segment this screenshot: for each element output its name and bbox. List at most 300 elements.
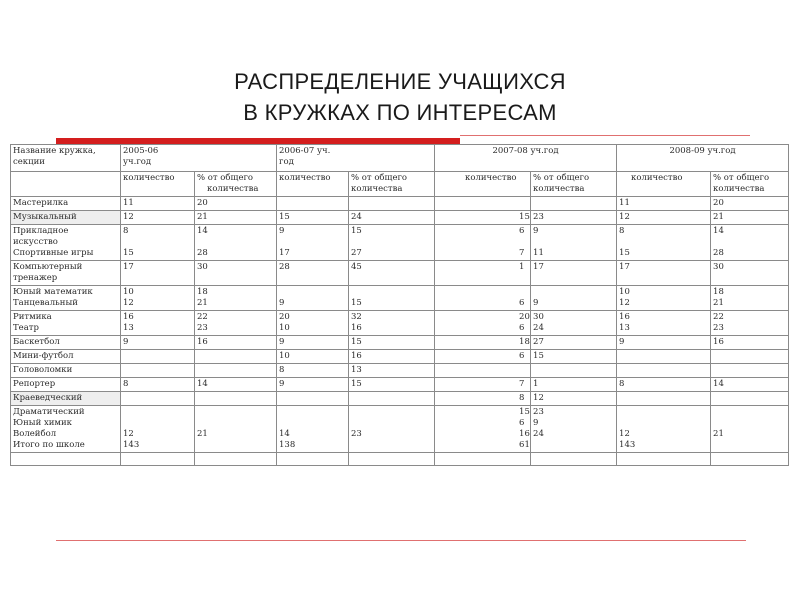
row-value-text bbox=[197, 418, 274, 429]
row-value-text bbox=[351, 418, 432, 429]
row-value-text: 22 bbox=[713, 312, 724, 322]
subheader-pct-line: количества bbox=[713, 184, 765, 194]
row-value-text: 22 bbox=[197, 312, 208, 322]
row-name-cell bbox=[11, 364, 121, 378]
row-value-text bbox=[713, 440, 786, 451]
row-value-text: 15 bbox=[351, 226, 362, 236]
row-value-text bbox=[123, 237, 192, 248]
row-name-text: Театр bbox=[13, 323, 39, 333]
row-name-text: Юный химик bbox=[13, 418, 72, 428]
row-value-cell bbox=[195, 392, 277, 406]
row-value-cell bbox=[617, 378, 711, 392]
row-value-text: 6 bbox=[519, 323, 525, 333]
page-title bbox=[0, 66, 800, 128]
row-value-text: 12 bbox=[123, 212, 134, 222]
row-value-text: 24 bbox=[533, 323, 544, 333]
row-empty-cell bbox=[349, 453, 435, 466]
row-value-text: 23 bbox=[713, 323, 724, 333]
row-name-text: Юный математик bbox=[13, 287, 93, 297]
row-value-text: 6 bbox=[519, 351, 525, 361]
row-value-cell bbox=[349, 406, 435, 453]
row-value-text bbox=[351, 393, 432, 404]
header-year-2005 bbox=[121, 145, 277, 172]
row-value-cell bbox=[617, 211, 711, 225]
row-name-text: Драматический bbox=[13, 407, 85, 417]
row-value-cell bbox=[531, 406, 617, 453]
row-value-text: 12 bbox=[619, 429, 630, 439]
row-name-cell bbox=[11, 350, 121, 364]
row-value-text: 12 bbox=[619, 298, 630, 308]
row-value-cell bbox=[711, 336, 789, 350]
row-name-text: Мини-футбол bbox=[13, 351, 74, 361]
row-name-cell bbox=[11, 211, 121, 225]
row-value-text: 30 bbox=[197, 262, 208, 272]
row-value-text: 8 bbox=[123, 379, 129, 389]
row-value-text: 9 bbox=[279, 379, 285, 389]
row-empty-cell bbox=[277, 453, 349, 466]
row-value-text: 9 bbox=[619, 337, 625, 347]
row-name-text: Танцевальный bbox=[13, 298, 78, 308]
row-value-text: 21 bbox=[713, 298, 724, 308]
row-value-text: 21 bbox=[197, 212, 208, 222]
row-value-text: 11 bbox=[533, 248, 544, 258]
row-value-cell bbox=[277, 261, 349, 286]
row-value-text: 6 bbox=[519, 298, 525, 308]
header-year-line: 2006-07 уч. bbox=[279, 146, 331, 156]
row-value-text bbox=[713, 418, 786, 429]
row-value-text: 8 bbox=[519, 393, 525, 403]
row-value-cell bbox=[121, 378, 195, 392]
row-name-text: Головоломки bbox=[13, 365, 73, 375]
row-value-text bbox=[713, 237, 786, 248]
table-row bbox=[11, 197, 789, 211]
row-value-text: 24 bbox=[533, 429, 544, 439]
row-value-text bbox=[123, 393, 192, 404]
row-value-text: 15 bbox=[351, 379, 362, 389]
row-value-text bbox=[519, 365, 528, 376]
row-value-text: 8 bbox=[279, 365, 285, 375]
table-subheader-row bbox=[11, 172, 789, 197]
row-value-cell bbox=[195, 211, 277, 225]
row-value-cell bbox=[435, 406, 531, 453]
row-value-text: 17 bbox=[279, 248, 290, 258]
row-value-text: 21 bbox=[197, 298, 208, 308]
row-value-text bbox=[123, 418, 192, 429]
row-value-text: 12 bbox=[533, 393, 544, 403]
row-name-cell bbox=[11, 261, 121, 286]
row-value-cell bbox=[195, 286, 277, 311]
row-value-cell bbox=[435, 211, 531, 225]
row-value-cell bbox=[195, 225, 277, 261]
row-value-text: 23 bbox=[533, 212, 544, 222]
row-value-cell bbox=[195, 197, 277, 211]
row-value-cell bbox=[349, 286, 435, 311]
row-value-cell bbox=[277, 286, 349, 311]
row-value-text bbox=[619, 407, 708, 418]
row-value-text: 13 bbox=[619, 323, 630, 333]
row-value-cell bbox=[349, 378, 435, 392]
row-name-text: Ритмика bbox=[13, 312, 52, 322]
row-value-text: 14 bbox=[197, 379, 208, 389]
row-value-text: 10 bbox=[123, 287, 134, 297]
header-year-line: уч.год bbox=[123, 157, 152, 167]
row-value-cell bbox=[617, 336, 711, 350]
row-name-cell bbox=[11, 392, 121, 406]
row-value-cell bbox=[349, 364, 435, 378]
row-name-text: Спортивные игры bbox=[13, 248, 94, 258]
row-value-cell bbox=[617, 311, 711, 336]
row-value-text: 21 bbox=[197, 429, 208, 439]
table-row bbox=[11, 261, 789, 286]
row-value-cell bbox=[195, 350, 277, 364]
table-row bbox=[11, 392, 789, 406]
table-row bbox=[11, 336, 789, 350]
row-value-cell bbox=[349, 392, 435, 406]
row-value-cell bbox=[531, 225, 617, 261]
row-value-cell bbox=[617, 225, 711, 261]
row-value-cell bbox=[711, 311, 789, 336]
row-value-text: 16 bbox=[351, 351, 362, 361]
row-value-text: 6 bbox=[519, 418, 525, 428]
row-value-text: 20 bbox=[713, 198, 724, 208]
row-value-text: 138 bbox=[279, 440, 296, 450]
row-value-text bbox=[279, 287, 346, 298]
row-value-text: 21 bbox=[713, 429, 724, 439]
row-value-text: 10 bbox=[279, 351, 290, 361]
row-value-text: 7 bbox=[519, 379, 525, 389]
row-value-text: 12 bbox=[123, 429, 134, 439]
row-value-text: 18 bbox=[197, 287, 208, 297]
subheader-pct-line: % от общего bbox=[533, 173, 590, 183]
row-empty-cell bbox=[121, 453, 195, 466]
row-value-cell bbox=[195, 378, 277, 392]
title-accent-line bbox=[460, 135, 750, 136]
row-value-cell bbox=[617, 286, 711, 311]
row-name-cell bbox=[11, 286, 121, 311]
subheader-qty-cell: количество bbox=[121, 172, 195, 197]
row-value-cell bbox=[277, 392, 349, 406]
row-value-text: 9 bbox=[533, 418, 539, 428]
row-value-cell bbox=[711, 392, 789, 406]
row-empty-cell bbox=[11, 453, 121, 466]
row-value-text bbox=[351, 237, 432, 248]
row-name-cell bbox=[11, 197, 121, 211]
row-value-text: 27 bbox=[533, 337, 544, 347]
table-row bbox=[11, 311, 789, 336]
row-value-text bbox=[351, 287, 432, 298]
row-value-text bbox=[533, 440, 614, 451]
row-value-cell bbox=[277, 225, 349, 261]
row-value-text bbox=[279, 418, 346, 429]
row-value-text bbox=[197, 351, 274, 362]
row-value-text: 15 bbox=[533, 351, 544, 361]
row-value-text bbox=[197, 393, 274, 404]
row-value-text bbox=[619, 418, 708, 429]
row-value-text: 23 bbox=[351, 429, 362, 439]
row-value-text: 11 bbox=[123, 198, 134, 208]
row-value-cell bbox=[435, 336, 531, 350]
row-value-cell bbox=[435, 225, 531, 261]
row-value-text: 20 bbox=[519, 312, 530, 322]
table-row bbox=[11, 211, 789, 225]
row-value-text: 143 bbox=[619, 440, 636, 450]
row-value-cell bbox=[121, 311, 195, 336]
subheader-pct-line: количества bbox=[351, 184, 403, 194]
page-title-line-2: В КРУЖКАХ ПО ИНТЕРЕСАМ bbox=[243, 100, 557, 125]
header-year-line: год bbox=[279, 157, 294, 167]
table-row-blank bbox=[11, 453, 789, 466]
row-value-text: 8 bbox=[619, 226, 625, 236]
row-value-cell bbox=[195, 311, 277, 336]
row-value-text bbox=[197, 365, 274, 376]
table-row bbox=[11, 286, 789, 311]
row-value-cell bbox=[195, 364, 277, 378]
row-value-cell bbox=[349, 336, 435, 350]
row-empty-cell bbox=[195, 453, 277, 466]
row-value-text bbox=[713, 393, 786, 404]
row-value-cell bbox=[277, 197, 349, 211]
subheader-pct-line: % от общего bbox=[197, 173, 254, 183]
row-value-cell bbox=[435, 197, 531, 211]
row-value-cell bbox=[277, 364, 349, 378]
row-value-text: 17 bbox=[123, 262, 134, 272]
row-name-text: Репортер bbox=[13, 379, 56, 389]
row-value-text bbox=[279, 237, 346, 248]
subheader-pct-line: % от общего bbox=[713, 173, 770, 183]
row-value-text: 13 bbox=[123, 323, 134, 333]
distribution-table-container bbox=[10, 144, 788, 466]
row-value-cell bbox=[121, 211, 195, 225]
subheader-pct-cell bbox=[711, 172, 789, 197]
header-name-cell bbox=[11, 145, 121, 172]
row-value-cell bbox=[121, 197, 195, 211]
header-name-line: секции bbox=[13, 157, 45, 167]
row-value-text: 18 bbox=[519, 337, 530, 347]
row-value-text: 13 bbox=[351, 365, 362, 375]
row-value-cell bbox=[277, 336, 349, 350]
row-name-text: Краеведческий bbox=[13, 393, 83, 403]
row-value-cell bbox=[277, 378, 349, 392]
row-value-text: 15 bbox=[279, 212, 290, 222]
row-value-text: 15 bbox=[123, 248, 134, 258]
row-value-cell bbox=[711, 350, 789, 364]
subheader-qty-cell: количество bbox=[435, 172, 531, 197]
table-row bbox=[11, 350, 789, 364]
row-value-text bbox=[533, 287, 614, 298]
row-value-text bbox=[123, 407, 192, 418]
header-year-2007: 2007-08 уч.год bbox=[435, 145, 617, 172]
row-value-cell bbox=[121, 406, 195, 453]
row-value-text: 18 bbox=[713, 287, 724, 297]
row-value-cell bbox=[617, 261, 711, 286]
row-value-cell bbox=[435, 261, 531, 286]
subheader-pct-line: количества bbox=[207, 184, 259, 194]
row-value-text: 15 bbox=[519, 407, 530, 417]
row-value-text: 12 bbox=[619, 212, 630, 222]
row-value-cell bbox=[435, 364, 531, 378]
table-row bbox=[11, 225, 789, 261]
distribution-table bbox=[10, 144, 789, 466]
row-value-text: 16 bbox=[123, 312, 134, 322]
subheader-pct-line: количества bbox=[533, 184, 585, 194]
row-value-text: 9 bbox=[123, 337, 129, 347]
row-value-cell bbox=[531, 350, 617, 364]
row-value-text: 16 bbox=[519, 429, 530, 439]
row-value-cell bbox=[531, 378, 617, 392]
row-value-cell bbox=[711, 225, 789, 261]
row-value-cell bbox=[121, 350, 195, 364]
row-value-text bbox=[619, 351, 708, 362]
row-value-text: 20 bbox=[197, 198, 208, 208]
row-value-text: 14 bbox=[713, 226, 724, 236]
row-value-text bbox=[351, 407, 432, 418]
table-row bbox=[11, 364, 789, 378]
row-value-cell bbox=[711, 378, 789, 392]
row-value-text: 143 bbox=[123, 440, 140, 450]
row-value-text: 10 bbox=[619, 287, 630, 297]
row-value-text bbox=[351, 440, 432, 451]
row-value-cell bbox=[617, 406, 711, 453]
row-value-text: 17 bbox=[619, 262, 630, 272]
bottom-rule bbox=[56, 540, 746, 541]
row-value-text bbox=[197, 237, 274, 248]
row-value-cell bbox=[121, 392, 195, 406]
row-value-text: 15 bbox=[619, 248, 630, 258]
row-value-cell bbox=[435, 378, 531, 392]
row-value-text bbox=[519, 198, 528, 209]
row-value-text bbox=[713, 351, 786, 362]
row-value-text: 27 bbox=[351, 248, 362, 258]
row-value-text bbox=[123, 365, 192, 376]
row-value-cell bbox=[435, 286, 531, 311]
row-name-text: искусство bbox=[13, 237, 58, 247]
row-value-text bbox=[279, 198, 346, 209]
row-name-text: Мастерилка bbox=[13, 198, 69, 208]
row-value-cell bbox=[435, 350, 531, 364]
row-value-text: 9 bbox=[533, 226, 539, 236]
row-value-text: 6 bbox=[519, 226, 525, 236]
row-value-text bbox=[619, 365, 708, 376]
row-value-cell bbox=[711, 197, 789, 211]
table-header-row bbox=[11, 145, 789, 172]
row-value-text: 15 bbox=[519, 212, 530, 222]
row-value-text bbox=[533, 365, 614, 376]
row-value-cell bbox=[349, 311, 435, 336]
table-row bbox=[11, 406, 789, 453]
row-value-text: 14 bbox=[197, 226, 208, 236]
row-value-text bbox=[619, 393, 708, 404]
row-value-text bbox=[279, 407, 346, 418]
row-value-text: 9 bbox=[279, 298, 285, 308]
row-name-text: Волейбол bbox=[13, 429, 57, 439]
row-name-text: Компьютерный bbox=[13, 262, 83, 272]
row-value-cell bbox=[277, 211, 349, 225]
row-value-text: 20 bbox=[279, 312, 290, 322]
row-value-cell bbox=[711, 406, 789, 453]
row-value-text: 24 bbox=[351, 212, 362, 222]
row-value-cell bbox=[617, 197, 711, 211]
row-value-cell bbox=[195, 406, 277, 453]
row-value-cell bbox=[531, 311, 617, 336]
header-year-2008: 2008-09 уч.год bbox=[617, 145, 789, 172]
row-value-text: 12 bbox=[123, 298, 134, 308]
row-value-text: 1 bbox=[533, 379, 539, 389]
row-value-cell bbox=[617, 364, 711, 378]
row-value-cell bbox=[195, 261, 277, 286]
row-value-text bbox=[619, 237, 708, 248]
row-value-text: 15 bbox=[351, 298, 362, 308]
row-value-cell bbox=[349, 225, 435, 261]
subheader-qty-cell: количество bbox=[277, 172, 349, 197]
row-value-text bbox=[519, 237, 528, 248]
row-value-cell bbox=[121, 286, 195, 311]
row-name-text: Баскетбол bbox=[13, 337, 60, 347]
row-name-cell bbox=[11, 378, 121, 392]
row-value-text: 11 bbox=[619, 198, 630, 208]
row-value-text bbox=[713, 407, 786, 418]
row-value-text: 23 bbox=[533, 407, 544, 417]
row-value-cell bbox=[531, 211, 617, 225]
row-empty-cell bbox=[617, 453, 711, 466]
row-value-cell bbox=[277, 311, 349, 336]
header-name-line: Название кружка, bbox=[13, 146, 96, 156]
row-value-text: 30 bbox=[533, 312, 544, 322]
row-name-cell bbox=[11, 225, 121, 261]
row-value-cell bbox=[121, 261, 195, 286]
subheader-pct-cell bbox=[531, 172, 617, 197]
row-value-text bbox=[279, 393, 346, 404]
row-value-text bbox=[533, 198, 614, 209]
row-value-cell bbox=[121, 225, 195, 261]
row-value-cell bbox=[711, 261, 789, 286]
row-value-text: 28 bbox=[279, 262, 290, 272]
row-value-text: 30 bbox=[713, 262, 724, 272]
row-value-cell bbox=[711, 364, 789, 378]
row-value-cell bbox=[349, 261, 435, 286]
row-value-text bbox=[123, 351, 192, 362]
row-value-cell bbox=[121, 364, 195, 378]
row-name-text: Прикладное bbox=[13, 226, 69, 236]
row-name-text: Музыкальный bbox=[13, 212, 77, 222]
row-empty-cell bbox=[711, 453, 789, 466]
row-value-text bbox=[197, 407, 274, 418]
table-row bbox=[11, 378, 789, 392]
row-value-text: 16 bbox=[197, 337, 208, 347]
subheader-pct-line: % от общего bbox=[351, 173, 408, 183]
row-value-text: 16 bbox=[713, 337, 724, 347]
row-value-text bbox=[351, 198, 432, 209]
row-name-cell bbox=[11, 336, 121, 350]
row-value-cell bbox=[617, 350, 711, 364]
row-value-cell bbox=[349, 197, 435, 211]
row-value-cell bbox=[531, 392, 617, 406]
row-value-cell bbox=[435, 311, 531, 336]
row-value-cell bbox=[617, 392, 711, 406]
row-value-text: 9 bbox=[533, 298, 539, 308]
row-value-text: 10 bbox=[279, 323, 290, 333]
row-value-text: 17 bbox=[533, 262, 544, 272]
header-year-2006 bbox=[277, 145, 435, 172]
row-value-text: 23 bbox=[197, 323, 208, 333]
row-value-cell bbox=[531, 261, 617, 286]
row-value-cell bbox=[531, 197, 617, 211]
row-value-text: 16 bbox=[619, 312, 630, 322]
row-value-text: 61 bbox=[519, 440, 530, 450]
row-value-text bbox=[713, 365, 786, 376]
row-value-text bbox=[519, 287, 528, 298]
row-value-cell bbox=[277, 350, 349, 364]
row-value-cell bbox=[711, 286, 789, 311]
